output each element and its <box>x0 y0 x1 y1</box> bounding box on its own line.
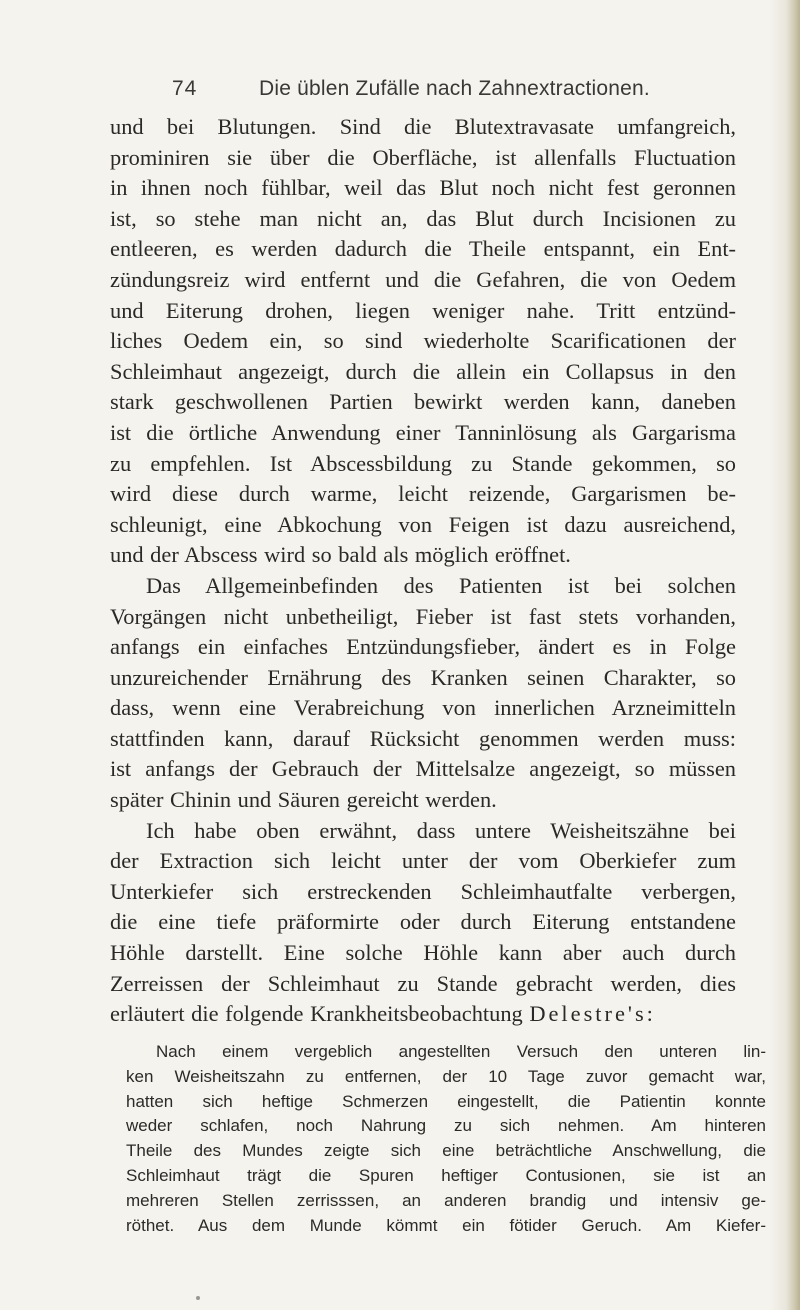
paper-speck <box>196 1296 200 1300</box>
quote-line: Schleimhaut trägt die Spuren heftiger Contusionen, sie ist an <box>126 1165 766 1185</box>
body-text <box>110 112 736 1030</box>
body-line: zu empfehlen. Ist Abscessbildung zu Stande gekommen, so <box>110 450 736 476</box>
body-line: später Chinin und Säuren gereicht werden. <box>110 787 497 813</box>
body-line: Zerreissen der Schleimhaut zu Stande gebracht werden, dies <box>110 970 736 996</box>
body-line: Das Allgemeinbefinden des Patienten ist bei solchen <box>146 572 736 598</box>
page-header <box>0 77 800 107</box>
body-line: die eine tiefe präformirte oder durch Eiterung entstandene <box>110 909 736 935</box>
quote-line: röthet. Aus dem Munde kömmt ein fötider Geruch. Am Kiefer- <box>126 1215 766 1235</box>
body-line: in ihnen noch fühlbar, weil das Blut noch nicht fest geronnen <box>110 175 736 201</box>
quote-line: ken Weisheitszahn zu entfernen, der 10 Tage zuvor gemacht war, <box>126 1066 766 1086</box>
body-line: ist anfangs der Gebrauch der Mittelsalze angezeigt, so müssen <box>110 756 736 782</box>
body-line: anfangs ein einfaches Entzündungsfieber, ändert es in Folge <box>110 634 736 660</box>
body-line-text: erläutert die folgende Krankheitsbeobachtung <box>110 1001 523 1027</box>
body-line: ist die örtliche Anwendung einer Tanninlösung als Gargarisma <box>110 419 736 445</box>
body-line: Unterkiefer sich erstreckenden Schleimhautfalte verbergen, <box>110 878 736 904</box>
body-line: dass, wenn eine Verabreichung von innerlichen Arzneimitteln <box>110 695 736 721</box>
body-line: stattfinden kann, darauf Rücksicht genommen werden muss: <box>110 725 736 751</box>
body-line: schleunigt, eine Abkochung von Feigen ist dazu ausreichend, <box>110 511 736 537</box>
quote-line: hatten sich heftige Schmerzen eingestellt, die Patientin konnte <box>126 1091 766 1111</box>
body-line: Ich habe oben erwähnt, dass untere Weisheitszähne bei <box>146 817 736 843</box>
body-line: Höhle darstellt. Eine solche Höhle kann aber auch durch <box>110 940 736 966</box>
body-line: stark geschwollenen Partien bewirkt werden kann, daneben <box>110 389 736 415</box>
quote-line: Theile des Mundes zeigte sich eine beträchtliche Anschwellung, die <box>126 1141 766 1161</box>
body-line: ist, so stehe man nicht an, das Blut durch Incisionen zu <box>110 205 736 231</box>
body-line: prominiren sie über die Oberfläche, ist allenfalls Fluctuation <box>110 144 736 170</box>
quote-line: mehreren Stellen zerrisssen, an anderen brandig und intensiv ge- <box>126 1190 766 1210</box>
body-line: Vorgängen nicht unbetheiligt, Fieber ist fast stets vorhanden, <box>110 603 736 629</box>
page-number: 74 <box>172 77 198 100</box>
quote-line: weder schlafen, noch Nahrung zu sich nehmen. Am hinteren <box>126 1116 766 1136</box>
quote-line: Nach einem vergeblich angestellten Versuch den unteren lin- <box>156 1042 766 1061</box>
body-line: der Extraction sich leicht unter der vom Oberkiefer zum <box>110 848 736 874</box>
body-line: und bei Blutungen. Sind die Blutextravasate umfangreich, <box>110 114 736 139</box>
body-line: entleeren, es werden dadurch die Theile entspannt, ein Ent- <box>110 236 736 262</box>
body-line: unzureichender Ernährung des Kranken seinen Charakter, so <box>110 664 736 690</box>
body-line-last <box>110 999 736 1030</box>
running-head: Die üblen Zufälle nach Zahnextractionen. <box>259 77 650 100</box>
body-line: und der Abscess wird so bald als möglich eröffnet. <box>110 542 571 568</box>
page-edge-shadow <box>786 0 800 1310</box>
body-line: zündungsreiz wird entfernt und die Gefahren, die von Oedem <box>110 266 736 292</box>
case-report-quote <box>126 1040 766 1238</box>
body-line: wird diese durch warme, leicht reizende, Gargarismen be- <box>110 481 736 507</box>
body-line: Schleimhaut angezeigt, durch die allein ein Collapsus in den <box>110 358 736 384</box>
body-line: liches Oedem ein, so sind wiederholte Scarificationen der <box>110 328 736 354</box>
author-name-spaced: Delestre's: <box>529 1001 656 1027</box>
body-line: und Eiterung drohen, liegen weniger nahe. Tritt entzünd- <box>110 297 736 323</box>
